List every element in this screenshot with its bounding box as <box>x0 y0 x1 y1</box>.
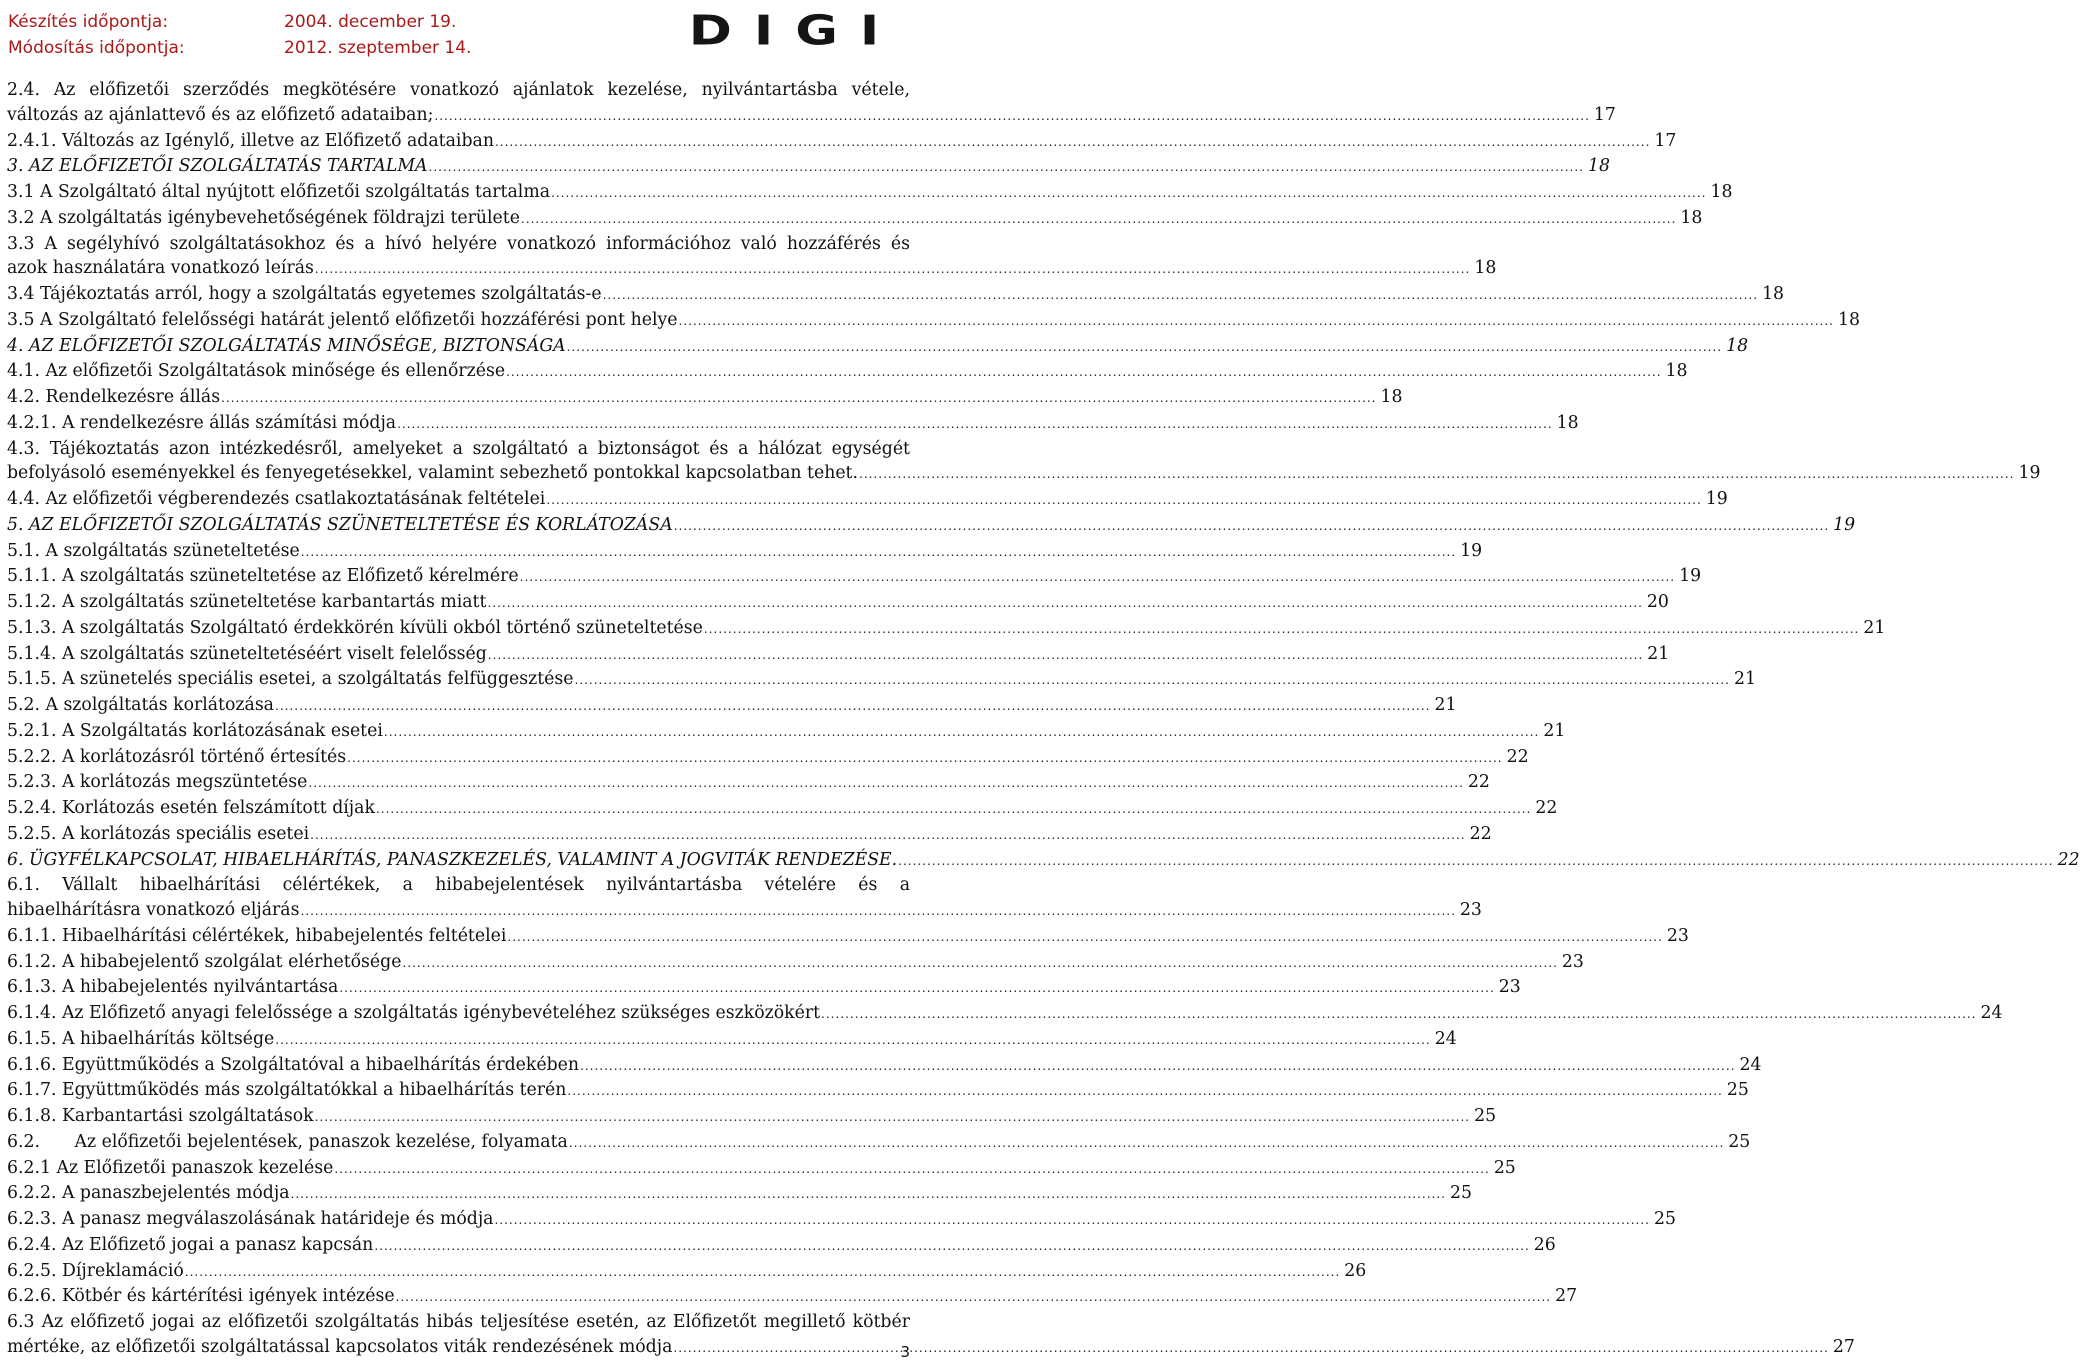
dot-leader <box>347 746 1502 771</box>
toc-entry-title: változás az ajánlattevő és az előfizető adataiban; <box>7 104 434 125</box>
toc-entry[interactable] <box>7 1156 1516 1182</box>
toc-entry-title: 5.2.4. Korlátozás esetén felszámított díjak <box>7 798 375 818</box>
toc-entry-line <box>7 1078 1749 1104</box>
dot-leader <box>898 849 2053 874</box>
toc-entry-title: 3.2 A szolgáltatás igénybevehetőségének földrajzi területe <box>7 207 520 228</box>
toc-entry-title: azok használatára vonatkozó leírás <box>7 258 314 279</box>
toc-entry-line <box>7 1156 1516 1182</box>
toc-entry[interactable] <box>7 1027 1457 1053</box>
dot-leader <box>275 1028 1430 1053</box>
dot-leader <box>301 540 1456 565</box>
created-row <box>8 9 456 35</box>
toc-entry-title: 3.5 A Szolgáltató felelősségi határát jelentő előfizetői hozzáférési pont helye <box>7 309 678 330</box>
toc-entry[interactable] <box>7 770 1490 796</box>
toc-entry[interactable] <box>7 282 1785 308</box>
dot-leader <box>821 1002 1976 1027</box>
toc-page-number: 18 <box>1380 387 1403 407</box>
dot-leader <box>679 309 1834 334</box>
toc-entry-line <box>7 1335 1855 1361</box>
toc-entry-line <box>7 539 1483 565</box>
dot-leader <box>402 951 1557 976</box>
toc-entry-text: 4.3. Tájékoztatás azon intézkedésről, amelyeket a szolgáltató a biztonságot és a hálózat egységét <box>7 438 910 459</box>
toc-entry-line <box>7 693 1457 719</box>
dot-leader <box>567 335 1722 360</box>
toc-entry-line <box>7 1104 1497 1130</box>
toc-page-number: 18 <box>1556 412 1579 433</box>
toc-page-number: 19 <box>2018 463 2041 484</box>
dot-leader <box>429 155 1584 180</box>
dot-leader <box>520 565 1675 590</box>
toc-page-number: 25 <box>1493 1157 1516 1178</box>
modified-label: Módosítás időpontja: <box>8 38 185 58</box>
toc-entry[interactable] <box>7 719 1566 745</box>
toc-entry-line <box>7 950 1584 976</box>
toc-page-number: 22 <box>1506 746 1529 767</box>
toc-entry-line <box>7 103 1616 129</box>
toc-entry-line <box>7 719 1566 745</box>
created-label: Készítés időpontja: <box>8 12 169 32</box>
toc-entry[interactable] <box>7 822 1492 848</box>
toc-page-number: 18 <box>1837 309 1860 330</box>
toc-page-number: 24 <box>1980 1003 2003 1023</box>
toc-page-number: 18 <box>1710 182 1733 202</box>
dot-leader <box>495 130 1650 155</box>
toc-entry[interactable] <box>7 206 1703 232</box>
toc-page-number: 26 <box>1533 1234 1556 1255</box>
dot-leader <box>673 1336 1828 1361</box>
dot-leader <box>315 1105 1470 1130</box>
toc-entry-title: 6.1.7. Együttműködés más szolgáltatókkal a hibaelhárítás terén <box>7 1080 567 1101</box>
toc-entry[interactable] <box>7 796 1558 822</box>
toc-entry-line <box>7 642 1670 668</box>
dot-leader <box>339 976 1494 1001</box>
toc-entry-title: 6.1.4. Az Előfizető anyagi felelőssége a szolgáltatás igénybevételéhez szükséges eszközökért <box>7 1003 821 1023</box>
toc-page-number: 23 <box>1561 951 1584 972</box>
toc-page-number: 25 <box>1726 1080 1749 1101</box>
toc-entry-title: 5.1.1. A szolgáltatás szüneteltetése az Előfizető kérelmére <box>7 566 519 587</box>
toc-entry-text: 3.3 A segélyhívó szolgáltatásokhoz és a hívó helyére vonatkozó információhoz való hozzáférés és <box>7 233 910 254</box>
toc-entry[interactable] <box>7 1104 1497 1130</box>
dot-leader <box>384 720 1539 745</box>
dot-leader <box>494 1208 1649 1233</box>
toc-entry-line <box>7 1053 1762 1079</box>
toc-entry-title: 3. AZ ELŐFIZETŐI SZOLGÁLTATÁS TARTALMA <box>7 156 428 177</box>
toc-entry-title: 4.4. Az előfizetői végberendezés csatlakoztatásának feltételei <box>7 489 546 509</box>
dot-leader <box>569 1131 1724 1156</box>
toc-entry-line <box>7 975 1521 1001</box>
modified-row <box>8 35 471 61</box>
dot-leader <box>546 488 1701 513</box>
dot-leader <box>603 283 1758 308</box>
dot-leader <box>315 257 1470 282</box>
toc-entry-title: 5.1.5. A szünetelés speciális esetei, a szolgáltatás felfüggesztése <box>7 669 574 690</box>
toc-entry-title: 5.1.4. A szolgáltatás szüneteltetéséért viselt felelősség <box>7 643 487 664</box>
toc-entry[interactable] <box>7 359 1688 385</box>
toc-entry[interactable] <box>7 1078 1749 1104</box>
toc-entry-line <box>7 129 1677 155</box>
toc-entry-line <box>7 513 1856 539</box>
toc-entry-line <box>7 411 1579 437</box>
toc-page-number: 22 <box>1467 772 1490 793</box>
dot-leader <box>567 1079 1722 1104</box>
toc-entry[interactable] <box>7 975 1521 1001</box>
toc-entry-line <box>7 308 1860 334</box>
toc-entry-title: 6.1.8. Karbantartási szolgáltatások <box>7 1106 314 1126</box>
dot-leader <box>221 386 1376 411</box>
toc-entry[interactable] <box>7 334 1749 360</box>
toc-entry-line <box>7 256 1497 282</box>
toc-entry[interactable] <box>7 232 1497 283</box>
toc-entry[interactable] <box>7 745 1529 771</box>
toc-entry[interactable] <box>7 642 1670 668</box>
toc-entry[interactable] <box>7 539 1483 565</box>
dot-leader <box>551 181 1706 206</box>
toc-entry-title: 6.1.3. A hibabejelentés nyilvántartása <box>7 977 339 998</box>
toc-page-number: 22 <box>1469 823 1492 844</box>
toc-entry-title: 6.1.1. Hibaelhárítási célértékek, hibabejelentés feltételei <box>7 925 507 946</box>
toc-entry-line <box>7 1181 1472 1207</box>
toc-entry-line <box>7 822 1492 848</box>
page-header <box>8 8 952 64</box>
toc-entry[interactable] <box>7 950 1584 976</box>
toc-page-number: 25 <box>1449 1183 1472 1204</box>
toc-entry-title: 6.2.4. Az Előfizető jogai a panasz kapcsán <box>7 1234 374 1255</box>
toc-entry-title: 5.1. A szolgáltatás szüneteltetése <box>7 540 300 561</box>
toc-entry[interactable] <box>7 308 1860 334</box>
toc-entry-title: 4. AZ ELŐFIZETŐI SZOLGÁLTATÁS MINŐSÉGE, BIZTONSÁGA <box>7 335 566 356</box>
toc-page-number: 25 <box>1474 1106 1497 1126</box>
toc-entry-line <box>7 154 1610 180</box>
toc-page-number: 21 <box>1543 720 1566 741</box>
toc-page-number: 19 <box>1833 514 1856 535</box>
toc-entry-title: 5.2.3. A korlátozás megszüntetése <box>7 772 308 793</box>
toc-entry-line <box>7 564 1702 590</box>
toc-page-number: 23 <box>1498 977 1521 998</box>
dot-leader <box>376 797 1531 822</box>
logo-text: DIGI <box>688 7 902 55</box>
toc-entry-line <box>7 848 2080 874</box>
toc-entry[interactable] <box>7 154 1610 180</box>
toc-entry-text: 6.3 Az előfizető jogai az előfizetői szolgáltatás hibás teljesítése esetén, az Előfizetőt megillető kötbér <box>7 1312 910 1332</box>
toc-entry-title: 6.1.6. Együttműködés a Szolgáltatóval a hibaelhárítás érdekében <box>7 1054 580 1075</box>
page-number: 3 <box>900 1343 910 1361</box>
table-of-contents <box>7 78 2080 1361</box>
toc-page-number: 21 <box>1647 643 1670 664</box>
toc-entry-line <box>7 180 1733 206</box>
dot-leader <box>300 899 1455 924</box>
dot-leader <box>291 1182 1446 1207</box>
toc-entry-title: 6.1.5. A hibaelhárítás költsége <box>7 1028 275 1049</box>
toc-page-number: 21 <box>1434 695 1457 715</box>
toc-entry-line <box>7 1233 1556 1259</box>
toc-page-number: 22 <box>2057 849 2080 870</box>
toc-page-number: 20 <box>1646 592 1669 612</box>
toc-entry[interactable] <box>7 1001 2003 1027</box>
toc-entry-title: 6.2.6. Kötbér és kártérítési igények intézése <box>7 1286 395 1307</box>
toc-page-number: 21 <box>1733 669 1756 690</box>
toc-page-number: 24 <box>1434 1028 1457 1049</box>
toc-entry[interactable] <box>7 513 1856 539</box>
toc-page-number: 19 <box>1460 540 1483 561</box>
toc-entry-title: 5.2.1. A Szolgáltatás korlátozásának esetei <box>7 720 383 741</box>
toc-entry-line <box>7 1001 2003 1027</box>
toc-page-number: 23 <box>1666 925 1689 946</box>
toc-entry-title: 5. AZ ELŐFIZETŐI SZOLGÁLTATÁS SZÜNETELTETÉSE ÉS KORLÁTOZÁSA <box>7 514 673 535</box>
toc-entry-title: 3.4 Tájékoztatás arról, hogy a szolgáltatás egyetemes szolgáltatás-e <box>7 284 602 304</box>
toc-entry-line <box>7 1130 1751 1156</box>
modified-value: 2012. szeptember 14. <box>284 38 472 58</box>
toc-entry[interactable] <box>7 1284 1578 1310</box>
dot-leader <box>507 925 1662 950</box>
toc-entry-title: 6.2.5. Díjreklamáció <box>7 1260 184 1281</box>
dot-leader <box>334 1157 1489 1182</box>
toc-entry-line <box>7 590 1669 616</box>
toc-entry-title: 5.1.3. A szolgáltatás Szolgáltató érdekkörén kívüli okból történő szüneteltetése <box>7 617 703 638</box>
toc-entry-line <box>7 1284 1578 1310</box>
toc-page-number: 18 <box>1474 258 1497 279</box>
toc-entry[interactable] <box>7 667 1756 693</box>
toc-entry[interactable] <box>7 693 1457 719</box>
toc-entry[interactable] <box>7 180 1733 206</box>
toc-page-number: 19 <box>1705 489 1728 509</box>
toc-entry-title: befolyásoló eseményekkel és fenyegetésekkel, valamint sebezhető pontokkal kapcsolatban tehet. <box>7 463 858 484</box>
toc-entry-line <box>7 616 1886 642</box>
toc-entry-title: 4.2. Rendelkezésre állás <box>7 387 221 407</box>
toc-page-number: 23 <box>1459 900 1482 920</box>
toc-page-number: 18 <box>1665 361 1688 382</box>
toc-entry-line <box>7 334 1749 360</box>
toc-entry-line <box>7 667 1756 693</box>
toc-page-number: 24 <box>1739 1054 1762 1075</box>
toc-page-number: 21 <box>1863 617 1886 638</box>
toc-page-number: 18 <box>1587 156 1610 177</box>
toc-page-number: 17 <box>1654 130 1677 151</box>
toc-page-number: 17 <box>1593 104 1616 125</box>
toc-page-number: 27 <box>1555 1286 1578 1307</box>
toc-entry-title: 3.1 A Szolgáltató által nyújtott előfizetői szolgáltatás tartalma <box>7 182 551 202</box>
dot-leader <box>487 591 1642 616</box>
toc-entry-line <box>7 1027 1457 1053</box>
dot-leader <box>434 104 1589 129</box>
toc-entry[interactable] <box>7 78 1616 129</box>
toc-entry-text: 2.4. Az előfizetői szerződés megkötésére vonatkozó ajánlatok kezelése, nyilvántartásba vétele, <box>7 80 910 100</box>
toc-entry[interactable] <box>7 1053 1762 1079</box>
toc-entry-title: 5.2.5. A korlátozás speciális esetei <box>7 823 310 844</box>
dot-leader <box>185 1260 1340 1285</box>
toc-entry[interactable] <box>7 848 2080 874</box>
dot-leader <box>397 412 1552 437</box>
toc-entry[interactable] <box>7 564 1702 590</box>
toc-entry[interactable] <box>7 616 1886 642</box>
dot-leader <box>308 771 1463 796</box>
toc-entry-line <box>7 1207 1676 1233</box>
toc-entry[interactable] <box>7 1130 1751 1156</box>
toc-entry[interactable] <box>7 1207 1676 1233</box>
toc-entry[interactable] <box>7 1181 1472 1207</box>
toc-entry-title: 4.2.1. A rendelkezésre állás számítási módja <box>7 412 397 433</box>
toc-entry-title: 5.2. A szolgáltatás korlátozása <box>7 695 274 715</box>
toc-entry-line <box>7 1259 1367 1285</box>
toc-entry-title: 6. ÜGYFÉLKAPCSOLAT, HIBAELHÁRÍTÁS, PANASZKEZELÉS, VALAMINT A JOGVITÁK RENDEZÉSE. <box>7 849 898 870</box>
toc-entry-line <box>7 461 2041 487</box>
dot-leader <box>310 823 1465 848</box>
toc-page-number: 18 <box>1762 284 1785 304</box>
dot-leader <box>674 514 1829 539</box>
toc-entry-title: 6.1.2. A hibabejelentő szolgálat elérhetősége <box>7 951 402 972</box>
toc-entry-line <box>7 487 1728 513</box>
toc-entry-line <box>7 385 1403 411</box>
dot-leader <box>396 1285 1551 1310</box>
toc-entry-title: 5.1.2. A szolgáltatás szüneteltetése karbantartás miatt <box>7 592 487 612</box>
toc-entry-line <box>7 206 1703 232</box>
toc-entry[interactable] <box>7 1259 1367 1285</box>
toc-entry-line <box>7 898 1482 924</box>
toc-entry-line <box>7 924 1689 950</box>
toc-page-number: 25 <box>1728 1131 1751 1152</box>
dot-leader <box>488 643 1643 668</box>
toc-entry[interactable] <box>7 873 1482 924</box>
dot-leader <box>580 1054 1735 1079</box>
dot-leader <box>859 462 2014 487</box>
toc-entry-title: 2.4.1. Változás az Igénylő, illetve az Előfizető adataiban <box>7 130 494 151</box>
toc-page-number: 18 <box>1726 335 1749 356</box>
toc-entry-title: 6.2.3. A panasz megválaszolásának határideje és módja <box>7 1209 494 1229</box>
toc-entry-text: 6.1. Vállalt hibaelhárítási célértékek, a hibabejelentések nyilvántartásba vételére és a <box>7 875 910 896</box>
dot-leader <box>521 207 1676 232</box>
toc-entry-title: 6.2. Az előfizetői bejelentések, panaszok kezelése, folyamata <box>7 1131 568 1152</box>
toc-page-number: 25 <box>1653 1209 1676 1229</box>
toc-entry[interactable] <box>7 437 2041 488</box>
toc-entry-line <box>7 282 1785 308</box>
toc-entry[interactable] <box>7 385 1403 411</box>
toc-entry[interactable] <box>7 411 1579 437</box>
toc-entry-line <box>7 359 1688 385</box>
toc-page-number: 18 <box>1680 207 1703 228</box>
toc-page-number: 26 <box>1344 1260 1367 1281</box>
toc-entry[interactable] <box>7 924 1689 950</box>
dot-leader <box>275 694 1430 719</box>
toc-entry-line <box>7 770 1490 796</box>
created-value: 2004. december 19. <box>284 12 457 32</box>
toc-page-number: 27 <box>1832 1336 1855 1357</box>
dot-leader <box>374 1234 1529 1259</box>
toc-entry[interactable] <box>7 1233 1556 1259</box>
toc-entry[interactable] <box>7 590 1669 616</box>
toc-entry[interactable] <box>7 487 1728 513</box>
dot-leader <box>574 668 1729 693</box>
toc-entry-title: mértéke, az előfizetői szolgáltatással kapcsolatos viták rendezésének módja <box>7 1336 673 1357</box>
toc-entry-line <box>7 796 1558 822</box>
toc-entry-title: 6.2.2. A panaszbejelentés módja <box>7 1183 290 1204</box>
toc-entry-title: 4.1. Az előfizetői Szolgáltatások minősége és ellenőrzése <box>7 361 506 382</box>
toc-entry-title: hibaelhárításra vonatkozó eljárás <box>7 900 300 920</box>
dot-leader <box>704 617 1859 642</box>
toc-page-number: 22 <box>1535 798 1558 818</box>
toc-entry-line <box>7 745 1529 771</box>
toc-entry-title: 5.2.2. A korlátozásról történő értesítés <box>7 746 347 767</box>
toc-entry[interactable] <box>7 1310 1855 1361</box>
toc-page-number: 19 <box>1679 566 1702 587</box>
toc-entry-title: 6.2.1 Az Előfizetői panaszok kezelése <box>7 1157 334 1178</box>
toc-entry[interactable] <box>7 129 1677 155</box>
digi-logo <box>616 8 952 54</box>
dot-leader <box>506 360 1661 385</box>
